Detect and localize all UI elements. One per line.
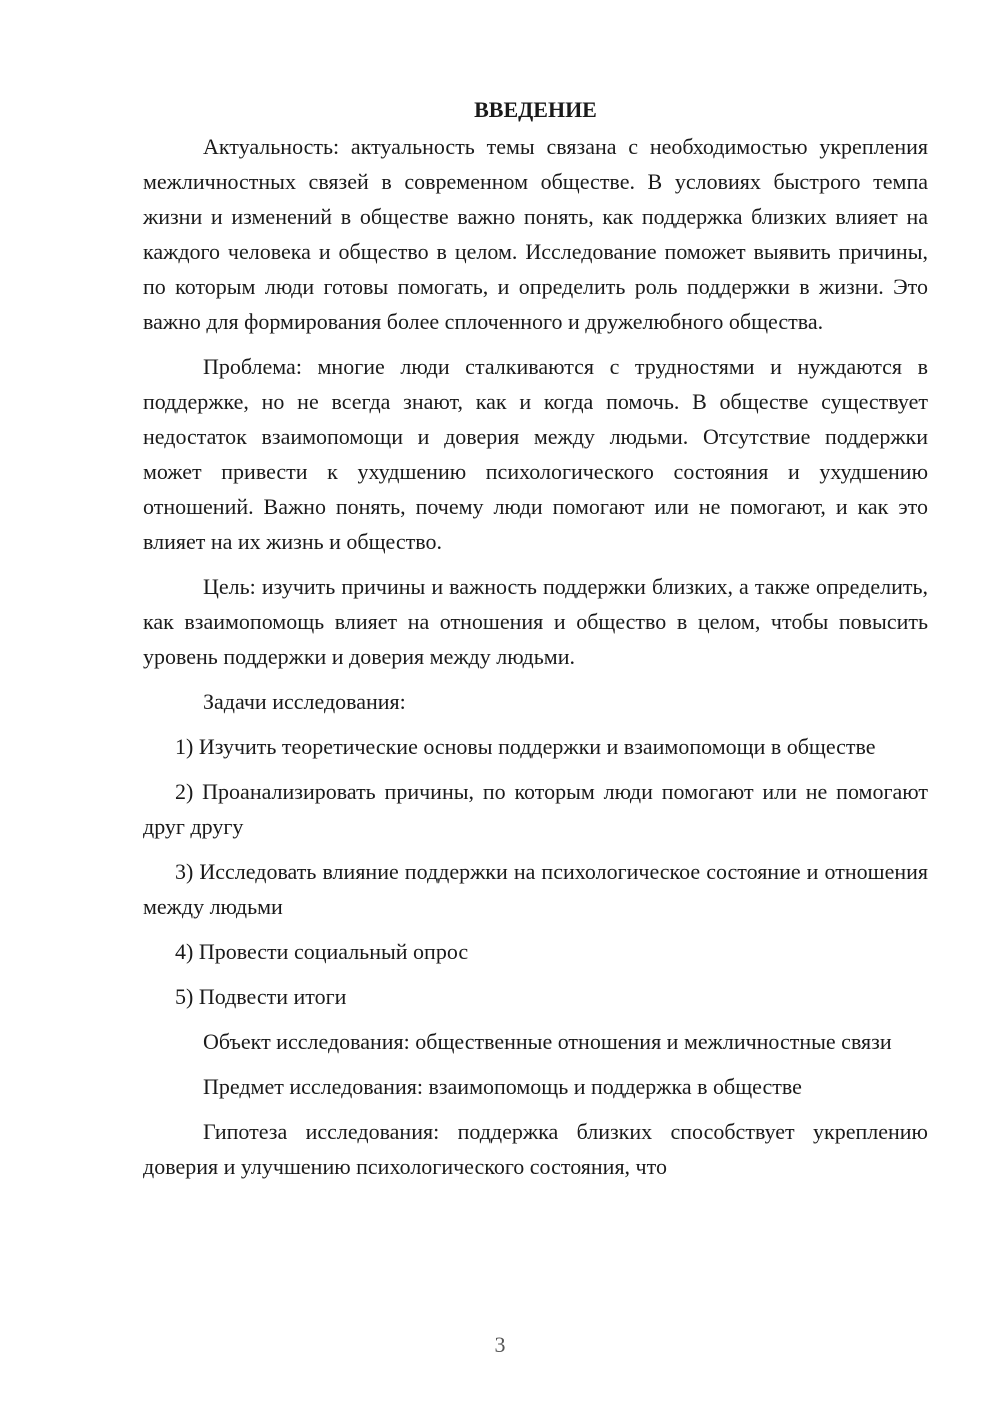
task-item-5: 5) Подвести итоги bbox=[175, 984, 347, 1009]
task-item-2: 2) Проанализировать причины, по которым люди помогают или не помогают друг другу bbox=[143, 779, 928, 839]
problem-paragraph: Проблема: многие люди сталкиваются с трудностями и нуждаются в поддержке, но не всегда знают, как и когда помочь. В обществе существует недостаток взаимопомощи и доверия между людьми. Отсутствие поддержки может привести к ухудшению психологического состояния и ухудшению отношений. Важно понять, почему люди помогают или не помогают, и как это влияет на их жизнь и общество. bbox=[143, 354, 928, 554]
page-content bbox=[143, 92, 928, 1194]
relevance-paragraph: Актуальность: актуальность темы связана с необходимостью укрепления межличностных связей в современном обществе. В условиях быстрого темпа жизни и изменений в обществе важно понять, как поддержка близких влияет на каждого человека и общество в целом. Исследование поможет выявить причины, по которым люди готовы помогать, и определить роль поддержки в жизни. Это важно для формирования более сплоченного и дружелюбного общества. bbox=[143, 134, 928, 334]
section-heading: ВВЕДЕНИЕ bbox=[474, 97, 597, 122]
subject-paragraph: Предмет исследования: взаимопомощь и поддержка в обществе bbox=[203, 1074, 802, 1099]
goal-paragraph: Цель: изучить причины и важность поддержки близких, а также определить, как взаимопомощь влияет на отношения и общество в целом, чтобы повысить уровень поддержки и доверия между людьми. bbox=[143, 574, 928, 669]
object-paragraph: Объект исследования: общественные отношения и межличностные связи bbox=[203, 1029, 892, 1054]
task-item-3: 3) Исследовать влияние поддержки на психологическое состояние и отношения между людьми bbox=[143, 859, 928, 919]
hypothesis-paragraph: Гипотеза исследования: поддержка близких способствует укреплению доверия и улучшению психологического состояния, что bbox=[143, 1119, 928, 1179]
task-item-1: 1) Изучить теоретические основы поддержки и взаимопомощи в обществе bbox=[175, 734, 876, 759]
task-item-4: 4) Провести социальный опрос bbox=[175, 939, 469, 964]
tasks-title: Задачи исследования: bbox=[203, 689, 406, 714]
page-number: 3 bbox=[494, 1332, 506, 1357]
